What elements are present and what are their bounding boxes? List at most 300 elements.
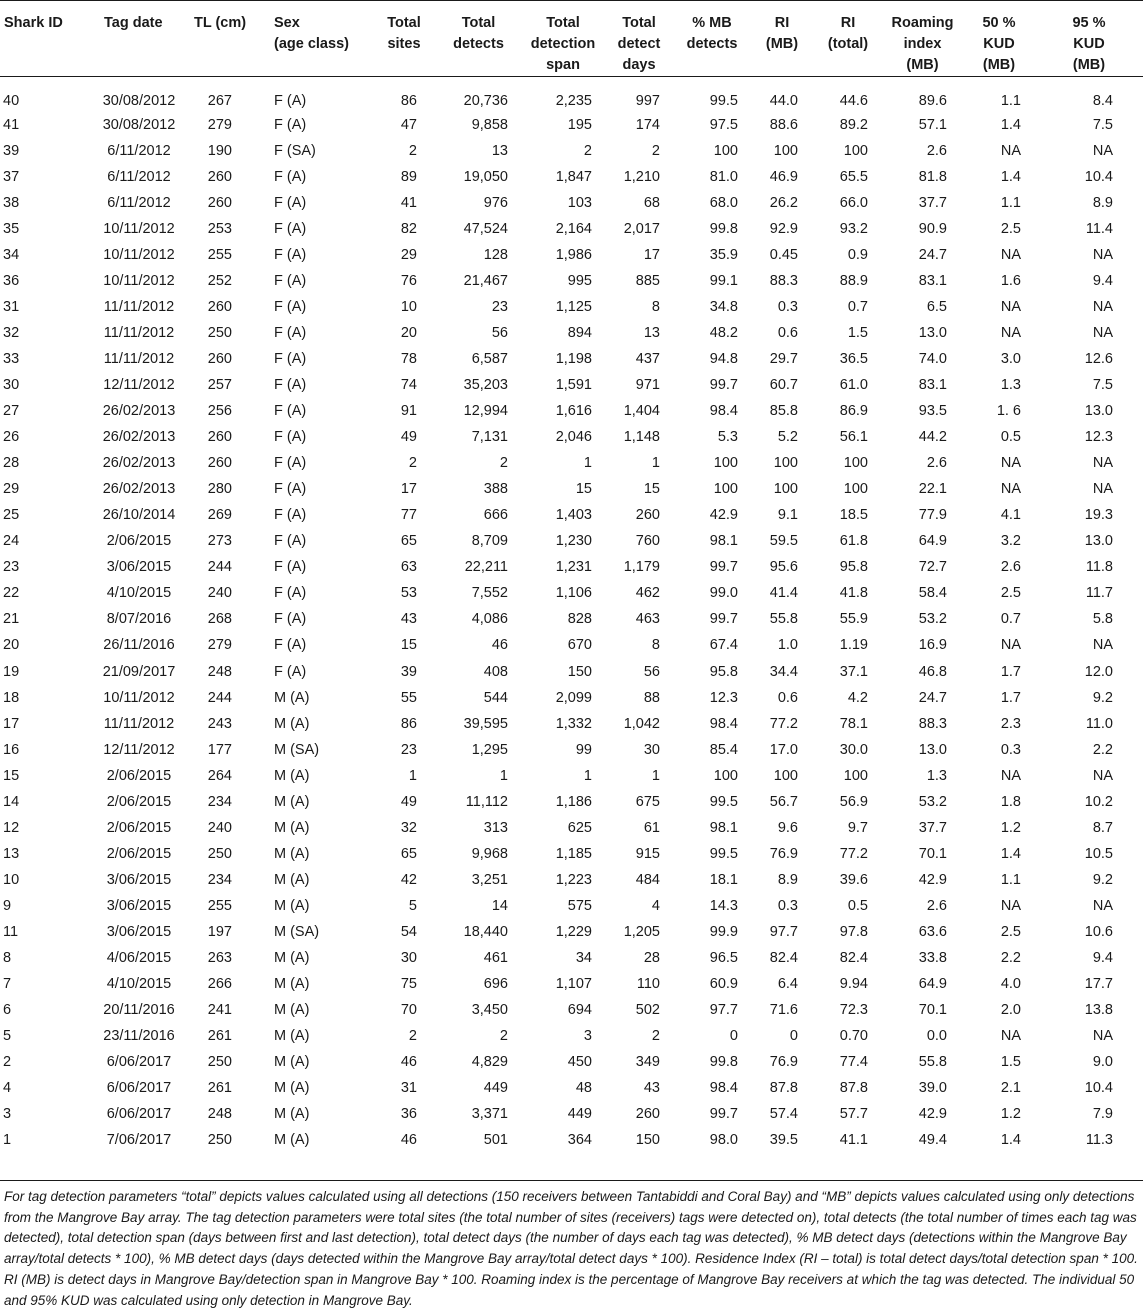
table-cell: NA — [1092, 637, 1113, 654]
table-cell: 1,616 — [555, 403, 592, 420]
table-cell: M (SA) — [274, 923, 320, 940]
table-cell: 26 — [3, 429, 20, 446]
table-cell: 2.3 — [1000, 715, 1021, 732]
table-cell: 85.4 — [709, 741, 738, 758]
table-cell: 1.0 — [777, 637, 798, 654]
table-cell: 696 — [483, 976, 508, 993]
table-cell: F (A) — [274, 92, 307, 109]
table-cell: 17 — [400, 481, 417, 498]
table-cell: 77.9 — [918, 507, 947, 524]
table-cell: 15 — [3, 767, 20, 784]
table-cell: 174 — [635, 116, 660, 133]
table-cell: 4,086 — [471, 611, 508, 628]
table-cell: F (A) — [274, 220, 307, 237]
table-cell: 128 — [483, 246, 508, 263]
table-cell: 77 — [400, 507, 417, 524]
table-cell: 29 — [400, 246, 417, 263]
table-cell: 3.2 — [1000, 533, 1021, 550]
table-cell: 35,203 — [463, 376, 508, 393]
table-cell: 8.9 — [1092, 194, 1113, 211]
table-cell: 177 — [207, 741, 232, 758]
table-cell: 2 — [499, 455, 508, 472]
table-cell: 241 — [207, 1002, 232, 1019]
table-cell: NA — [1000, 481, 1021, 498]
table-cell: 99.7 — [709, 376, 738, 393]
table-cell: F (A) — [274, 376, 307, 393]
table-cell: 0 — [729, 1028, 738, 1045]
table-cell: 100 — [773, 767, 798, 784]
table-cell: 20/11/2016 — [103, 1002, 175, 1019]
table-cell: F (A) — [274, 533, 307, 550]
table-cell: 1.8 — [1000, 793, 1021, 810]
table-cell: 1,295 — [471, 741, 508, 758]
table-cell: 1,198 — [555, 350, 592, 367]
table-cell: 21 — [3, 611, 20, 628]
table-cell: 90.9 — [918, 220, 947, 237]
table-cell: 280 — [207, 481, 232, 498]
table-cell: 1.5 — [847, 324, 868, 341]
table-cell: 197 — [207, 923, 232, 940]
table-cell: 437 — [635, 350, 660, 367]
table-row — [0, 632, 1143, 658]
table-cell: 31 — [3, 298, 20, 315]
table-cell: 99.5 — [709, 92, 738, 109]
table-cell: 42.9 — [709, 507, 738, 524]
table-cell: 87.8 — [769, 1080, 798, 1097]
table-cell: 2 — [651, 1028, 660, 1045]
table-row — [0, 554, 1143, 580]
table-cell: 15 — [643, 481, 660, 498]
table-cell: 37.7 — [918, 194, 947, 211]
table-cell: 60.9 — [709, 976, 738, 993]
table-cell: 30 — [643, 741, 660, 758]
table-cell: F (A) — [274, 481, 307, 498]
table-row — [0, 685, 1143, 711]
table-cell: 3/06/2015 — [106, 559, 172, 576]
table-cell: 38 — [3, 194, 20, 211]
table-cell: 26/10/2014 — [102, 507, 176, 524]
column-header: Shark ID — [0, 0, 92, 77]
table-cell: 1,185 — [555, 845, 592, 862]
table-cell: 10/11/2012 — [103, 689, 175, 706]
table-cell: 22,211 — [464, 559, 508, 576]
table-cell: 15 — [575, 481, 592, 498]
table-cell: 76.9 — [769, 845, 798, 862]
table-cell: 95.8 — [709, 663, 738, 680]
table-cell: 1,591 — [555, 376, 592, 393]
table-cell: M (A) — [274, 793, 310, 810]
table-cell: 40 — [3, 92, 20, 109]
table-row — [0, 893, 1143, 919]
table-cell: 1 — [3, 1132, 12, 1149]
table-cell: 2.2 — [1000, 950, 1021, 967]
table-cell: 12,994 — [463, 403, 508, 420]
table-cell: 33.8 — [918, 950, 947, 967]
table-cell: 100 — [843, 481, 868, 498]
table-cell: 2,017 — [623, 220, 660, 237]
table-cell: 995 — [567, 272, 592, 289]
table-cell: 22 — [3, 585, 20, 602]
table-cell: M (A) — [274, 1132, 310, 1149]
table-cell: 13.0 — [918, 324, 947, 341]
table-cell: 98.4 — [709, 715, 738, 732]
table-cell: 20,736 — [463, 92, 508, 109]
table-cell: 15 — [400, 637, 417, 654]
table-cell: 885 — [635, 272, 660, 289]
table-cell: 2.6 — [926, 142, 947, 159]
table-cell: 56.1 — [839, 429, 868, 446]
table-cell: 0.6 — [777, 324, 798, 341]
table-cell: NA — [1092, 246, 1113, 263]
table-cell: 24.7 — [918, 689, 947, 706]
table-cell: 94.8 — [709, 350, 738, 367]
table-cell: NA — [1000, 767, 1021, 784]
table-cell: 4 — [3, 1080, 12, 1097]
table-cell: 4/10/2015 — [106, 585, 172, 602]
table-cell: 625 — [567, 819, 592, 836]
table-cell: F (SA) — [274, 142, 316, 159]
table-cell: 82.4 — [769, 950, 798, 967]
table-row — [0, 450, 1143, 476]
table-cell: 10.5 — [1084, 845, 1113, 862]
table-cell: 267 — [207, 92, 232, 109]
table-cell: F (A) — [274, 272, 307, 289]
table-cell: 19.3 — [1084, 507, 1113, 524]
column-header: Total detection span — [522, 0, 604, 77]
table-cell: F (A) — [274, 611, 307, 628]
table-cell: 81.0 — [709, 168, 738, 185]
table-cell: 56.7 — [769, 793, 798, 810]
table-cell: 26/02/2013 — [102, 481, 176, 498]
table-cell: 55.8 — [918, 1054, 947, 1071]
table-cell: 501 — [483, 1132, 508, 1149]
table-cell: 20 — [400, 324, 417, 341]
table-cell: 32 — [3, 324, 20, 341]
table-row — [0, 1075, 1143, 1101]
table-cell: 5.3 — [717, 429, 738, 446]
table-cell: 37.7 — [918, 819, 947, 836]
table-cell: 9.7 — [847, 819, 868, 836]
table-cell: 279 — [207, 116, 232, 133]
table-cell: 8,709 — [471, 533, 508, 550]
table-cell: 1.5 — [1000, 1054, 1021, 1071]
table-cell: 57.4 — [769, 1106, 798, 1123]
table-cell: 43 — [400, 611, 417, 628]
table-cell: 99.0 — [709, 585, 738, 602]
table-cell: M (A) — [274, 1054, 310, 1071]
table-cell: 4.0 — [1000, 976, 1021, 993]
table-cell: 56 — [643, 663, 660, 680]
table-cell: 449 — [567, 1106, 592, 1123]
table-cell: 26/02/2013 — [102, 429, 176, 446]
table-cell: M (A) — [274, 897, 310, 914]
table-row — [0, 398, 1143, 424]
table-cell: 260 — [207, 429, 232, 446]
table-cell: 99.5 — [709, 793, 738, 810]
table-cell: 4 — [651, 897, 660, 914]
table-cell: 13.0 — [1084, 403, 1113, 420]
table-cell: 5 — [3, 1028, 12, 1045]
table-cell: 313 — [483, 819, 508, 836]
table-cell: 670 — [567, 637, 592, 654]
table-cell: 30/08/2012 — [102, 116, 176, 133]
table-cell: 47,524 — [463, 220, 508, 237]
table-cell: 98.1 — [709, 533, 738, 550]
table-cell: 8 — [3, 950, 12, 967]
table-cell: 252 — [207, 272, 232, 289]
table-cell: M (A) — [274, 689, 310, 706]
table-row — [0, 216, 1143, 242]
table-cell: 10.4 — [1084, 1080, 1113, 1097]
table-row — [0, 1049, 1143, 1075]
table-cell: 98.1 — [709, 819, 738, 836]
table-cell: 13.8 — [1084, 1002, 1113, 1019]
table-cell: 11/11/2012 — [103, 298, 175, 315]
table-cell: 100 — [713, 142, 738, 159]
table-cell: F (A) — [274, 507, 307, 524]
table-cell: 26.2 — [769, 194, 798, 211]
table-cell: 56 — [491, 324, 508, 341]
table-cell: 8/07/2016 — [106, 611, 172, 628]
table-cell: 11 — [3, 923, 19, 940]
table-cell: 0.5 — [1000, 429, 1021, 446]
table-cell: 3 — [3, 1106, 12, 1123]
table-cell: 4.2 — [847, 689, 868, 706]
table-cell: 41.4 — [769, 585, 798, 602]
table-cell: 9.94 — [839, 976, 868, 993]
table-row — [0, 867, 1143, 893]
table-cell: 1,210 — [623, 168, 660, 185]
column-header: 50 % KUD (MB) — [963, 0, 1035, 77]
table-cell: 971 — [635, 376, 660, 393]
table-cell: 2.2 — [1092, 741, 1113, 758]
table-cell: 2.5 — [1000, 220, 1021, 237]
column-header: Total detects — [435, 0, 522, 77]
table-cell: 1.7 — [1000, 689, 1021, 706]
table-cell: 87.8 — [839, 1080, 868, 1097]
table-cell: 263 — [207, 950, 232, 967]
table-cell: 42.9 — [918, 1106, 947, 1123]
table-cell: 54 — [400, 923, 417, 940]
table-cell: 97.8 — [839, 923, 868, 940]
table-cell: 10/11/2012 — [103, 272, 175, 289]
table-cell: 83.1 — [918, 376, 947, 393]
table-cell: 44.0 — [769, 92, 798, 109]
table-cell: 1.3 — [1000, 376, 1021, 393]
table-cell: F (A) — [274, 298, 307, 315]
table-cell: NA — [1000, 246, 1021, 263]
table-cell: 1 — [408, 767, 417, 784]
table-cell: 91 — [400, 403, 417, 420]
table-cell: 30.0 — [839, 741, 868, 758]
table-row — [0, 919, 1143, 945]
table-cell: 1,223 — [555, 871, 592, 888]
table-cell: 100 — [773, 455, 798, 472]
table-cell: 264 — [207, 767, 232, 784]
table-cell: 266 — [207, 976, 232, 993]
table-cell: F (A) — [274, 116, 307, 133]
table-cell: 10.6 — [1084, 923, 1113, 940]
table-cell: 3/06/2015 — [106, 923, 172, 940]
table-cell: 3,450 — [471, 1002, 508, 1019]
table-cell: 461 — [483, 950, 508, 967]
table-cell: 57.7 — [839, 1106, 868, 1123]
table-cell: 100 — [773, 481, 798, 498]
table-cell: 9.2 — [1092, 871, 1113, 888]
table-cell: 8 — [651, 298, 660, 315]
table-cell: 2.6 — [926, 455, 947, 472]
table-cell: 100 — [713, 481, 738, 498]
table-cell: 1.4 — [1000, 168, 1021, 185]
table-row — [0, 77, 1143, 112]
table-cell: 57.1 — [918, 116, 947, 133]
table-cell: 0.3 — [777, 298, 798, 315]
table-cell: 248 — [207, 1106, 232, 1123]
table-cell: 894 — [567, 324, 592, 341]
table-cell: 23 — [400, 741, 417, 758]
table-cell: 0.0 — [926, 1028, 947, 1045]
table-row — [0, 242, 1143, 268]
table-cell: 3,251 — [471, 871, 508, 888]
table-cell: 0.3 — [777, 897, 798, 914]
table-cell: 5 — [408, 897, 417, 914]
column-header: RI (MB) — [750, 0, 814, 77]
table-cell: NA — [1000, 142, 1021, 159]
table-cell: 76.9 — [769, 1054, 798, 1071]
table-row — [0, 580, 1143, 606]
table-cell: 28 — [3, 455, 20, 472]
table-cell: F (A) — [274, 194, 307, 211]
table-cell: 1.2 — [1000, 1106, 1021, 1123]
table-cell: 23 — [3, 559, 20, 576]
table-cell: 484 — [635, 871, 660, 888]
table-cell: 6/06/2017 — [106, 1080, 172, 1097]
table-cell: 9.2 — [1092, 689, 1113, 706]
table-cell: 100 — [713, 767, 738, 784]
table-cell: 18,440 — [463, 923, 508, 940]
table-cell: 25 — [3, 507, 20, 524]
table-cell: 44.6 — [839, 92, 868, 109]
table-cell: 14 — [3, 793, 20, 810]
table-cell: 666 — [483, 507, 508, 524]
table-cell: 11.4 — [1085, 220, 1113, 237]
table-cell: 78 — [400, 350, 417, 367]
table-cell: 41.8 — [839, 585, 868, 602]
table-cell: 61.8 — [839, 533, 868, 550]
table-row — [0, 164, 1143, 190]
table-cell: 48 — [575, 1080, 592, 1097]
table-cell: 99.5 — [709, 845, 738, 862]
table-cell: 110 — [636, 976, 660, 993]
table-cell: 1 — [651, 767, 660, 784]
table-cell: 1.2 — [1000, 819, 1021, 836]
table-cell: 1,148 — [623, 429, 660, 446]
table-cell: 29.7 — [769, 350, 798, 367]
table-cell: 2 — [651, 142, 660, 159]
table-cell: 39.0 — [918, 1080, 947, 1097]
table-cell: 13.0 — [918, 741, 947, 758]
table-cell: 99 — [575, 741, 592, 758]
table-cell: F (A) — [274, 637, 307, 654]
table-row — [0, 1101, 1143, 1127]
table-cell: 10 — [3, 871, 20, 888]
table-cell: 95.8 — [839, 559, 868, 576]
table-cell: 12.3 — [709, 689, 738, 706]
table-cell: NA — [1092, 324, 1113, 341]
table-cell: 74.0 — [918, 350, 947, 367]
table-cell: 1.7 — [1000, 663, 1021, 680]
table-cell: NA — [1000, 1028, 1021, 1045]
table-cell: 255 — [207, 897, 232, 914]
table-cell: 93.2 — [839, 220, 868, 237]
table-cell: 49 — [400, 429, 417, 446]
table-cell: F (A) — [274, 324, 307, 341]
table-cell: 41.1 — [839, 1132, 868, 1149]
table-cell: 1.4 — [1000, 845, 1021, 862]
table-cell: 83.1 — [918, 272, 947, 289]
table-cell: 2/06/2015 — [106, 533, 172, 550]
table-row — [0, 190, 1143, 216]
table-cell: M (A) — [274, 1028, 310, 1045]
table-cell: 1,403 — [555, 507, 592, 524]
table-cell: 0.70 — [839, 1028, 868, 1045]
table-cell: NA — [1092, 455, 1113, 472]
table-cell: 23 — [491, 298, 508, 315]
table-cell: 2 — [408, 1028, 417, 1045]
table-cell: 6/11/2012 — [107, 142, 171, 159]
table-cell: 1,107 — [555, 976, 592, 993]
table-cell: 29 — [3, 481, 20, 498]
table-cell: 250 — [207, 845, 232, 862]
table-cell: M (SA) — [274, 741, 320, 758]
table-cell: 1,847 — [555, 168, 592, 185]
table-cell: 694 — [567, 1002, 592, 1019]
table-cell: 78.1 — [839, 715, 868, 732]
table-cell: 388 — [483, 481, 508, 498]
table-cell: 1.1 — [1000, 194, 1021, 211]
table-cell: 248 — [207, 663, 232, 680]
table-cell: 77.4 — [839, 1054, 868, 1071]
table-cell: 88.9 — [839, 272, 868, 289]
column-header: Total detect days — [604, 0, 674, 77]
table-row — [0, 138, 1143, 164]
table-cell: 195 — [567, 116, 592, 133]
table-cell: M (A) — [274, 819, 310, 836]
table-cell: 39 — [3, 142, 20, 159]
table-cell: M (A) — [274, 976, 310, 993]
table-cell: 64.9 — [918, 533, 947, 550]
table-cell: 18.1 — [709, 871, 738, 888]
table-row — [0, 658, 1143, 684]
table-cell: 2,235 — [555, 92, 592, 109]
table-cell: 88.3 — [918, 715, 947, 732]
table-cell: M (A) — [274, 715, 310, 732]
table-cell: 2/06/2015 — [106, 819, 172, 836]
table-cell: 6.4 — [777, 976, 798, 993]
table-cell: 4,829 — [471, 1054, 508, 1071]
table-cell: 9,968 — [471, 845, 508, 862]
table-cell: 36.5 — [839, 350, 868, 367]
table-cell: 1,205 — [623, 923, 660, 940]
table-cell: 7,552 — [471, 585, 508, 602]
table-cell: 3 — [583, 1028, 592, 1045]
table-cell: NA — [1000, 637, 1021, 654]
table-cell: 0.5 — [847, 897, 868, 914]
table-row — [0, 294, 1143, 320]
table-cell: 11.8 — [1085, 559, 1113, 576]
table-cell: 13 — [3, 845, 20, 862]
column-header: Roaming index (MB) — [882, 0, 963, 77]
